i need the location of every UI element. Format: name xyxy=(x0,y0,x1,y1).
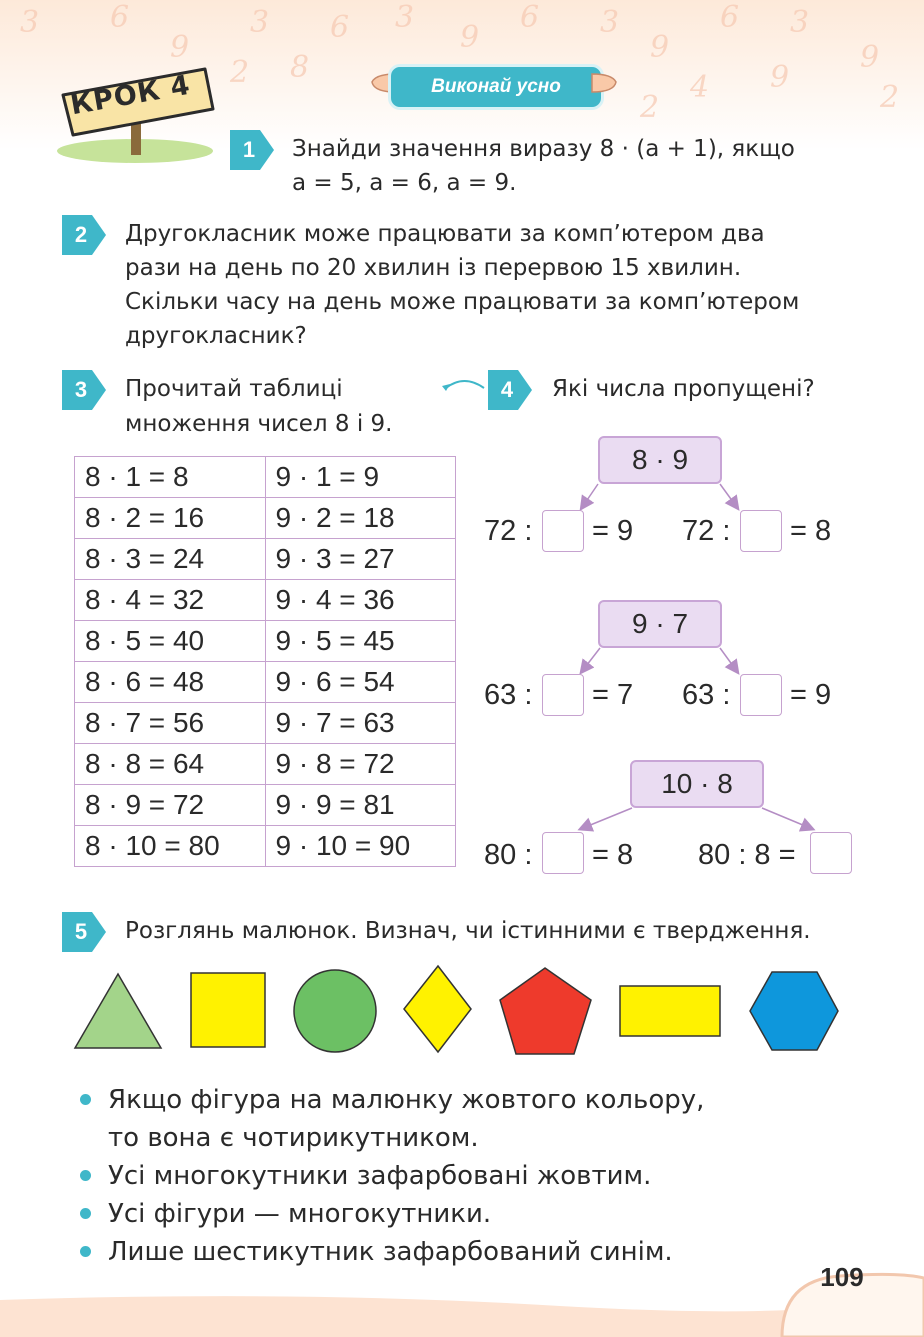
tree-left-result: = 9 xyxy=(592,515,634,547)
task-number: 4 xyxy=(500,377,514,402)
task2-line: Другокласник може працювати за комп’ютером два xyxy=(125,221,765,247)
page-number: 109 xyxy=(820,1262,864,1292)
bullet-icon xyxy=(80,1208,91,1219)
tree-right-dividend: 63 : xyxy=(682,679,731,711)
answer-box[interactable] xyxy=(542,832,584,874)
pentagon-icon xyxy=(500,968,591,1054)
table-row xyxy=(75,662,456,703)
tree-right-result: = 8 xyxy=(790,515,832,547)
statement-continuation: то вона є чотирикутником. xyxy=(108,1123,479,1153)
table-row xyxy=(75,785,456,826)
table-cell-8: 8 · 8 = 64 xyxy=(75,744,266,785)
pointing-hand-right-icon xyxy=(590,70,620,96)
oral-task-banner: Виконай усно xyxy=(388,64,604,110)
shapes-row xyxy=(70,960,845,1060)
answer-box[interactable] xyxy=(810,832,852,874)
task2-line: рази на день по 20 хвилин із перервою 15 хвилин. xyxy=(125,255,742,281)
statement: Усі фігури — многокутники. xyxy=(108,1199,492,1229)
task3-line1: Прочитай таблиці xyxy=(125,376,343,402)
multiplication-table xyxy=(74,456,456,867)
bullet-icon xyxy=(80,1170,91,1181)
task2-line: Скільки часу на день може працювати за комп’ютером xyxy=(125,289,800,315)
answer-box[interactable] xyxy=(740,674,782,716)
table-row xyxy=(75,744,456,785)
tree-left-dividend: 72 : xyxy=(484,515,533,547)
table-cell-9: 9 · 7 = 63 xyxy=(265,703,456,744)
hexagon-icon xyxy=(750,972,838,1050)
table-cell-9: 9 · 8 = 72 xyxy=(265,744,456,785)
table-cell-8: 8 · 7 = 56 xyxy=(75,703,266,744)
table-row xyxy=(75,498,456,539)
rhombus-icon xyxy=(404,966,471,1052)
table-row xyxy=(75,703,456,744)
bullet-icon xyxy=(80,1094,91,1105)
table-cell-9: 9 · 1 = 9 xyxy=(265,457,456,498)
table-cell-8: 8 · 4 = 32 xyxy=(75,580,266,621)
table-cell-9: 9 · 5 = 45 xyxy=(265,621,456,662)
table-row xyxy=(75,457,456,498)
table-cell-9: 9 · 3 = 27 xyxy=(265,539,456,580)
table-cell-9: 9 · 2 = 18 xyxy=(265,498,456,539)
task3-line2: множення чисел 8 і 9. xyxy=(125,411,393,437)
table-row xyxy=(75,826,456,867)
tree-right-dividend: 72 : xyxy=(682,515,731,547)
task-number: 3 xyxy=(74,377,88,402)
table-cell-9: 9 · 10 = 90 xyxy=(265,826,456,867)
table-row xyxy=(75,539,456,580)
statement: Усі многокутники зафарбовані жовтим. xyxy=(108,1161,652,1191)
task4-question: Які числа пропущені? xyxy=(552,376,815,402)
table-cell-9: 9 · 4 = 36 xyxy=(265,580,456,621)
step-label: КРОК 4 xyxy=(68,69,193,122)
tree-top-node: 9 · 7 xyxy=(598,600,722,648)
tree-left-result: = 8 xyxy=(592,839,634,871)
task1-line1: Знайди значення виразу 8 · (a + 1), якщо xyxy=(292,136,795,162)
task-number: 5 xyxy=(74,919,88,944)
table-cell-8: 8 · 1 = 8 xyxy=(75,457,266,498)
table-cell-8: 8 · 9 = 72 xyxy=(75,785,266,826)
table-row xyxy=(75,621,456,662)
square-icon xyxy=(191,973,265,1047)
tree-top-node: 10 · 8 xyxy=(630,760,764,808)
task-number: 1 xyxy=(242,137,256,162)
tree-left-result: = 7 xyxy=(592,679,634,711)
task1-line2: a = 5, a = 6, a = 9. xyxy=(292,170,517,196)
link-arrow-icon xyxy=(440,374,488,394)
bottom-decoration xyxy=(0,1270,924,1337)
table-cell-8: 8 · 2 = 16 xyxy=(75,498,266,539)
bullet-icon xyxy=(80,1246,91,1257)
tree-left-dividend: 80 : xyxy=(484,839,533,871)
table-cell-8: 8 · 3 = 24 xyxy=(75,539,266,580)
circle-icon xyxy=(294,970,376,1052)
answer-box[interactable] xyxy=(542,510,584,552)
answer-box[interactable] xyxy=(740,510,782,552)
task2-line: другокласник? xyxy=(125,323,307,349)
table-cell-9: 9 · 9 = 81 xyxy=(265,785,456,826)
tree-right-result: = 9 xyxy=(790,679,832,711)
table-row xyxy=(75,580,456,621)
task-number: 2 xyxy=(74,222,88,247)
table-cell-8: 8 · 10 = 80 xyxy=(75,826,266,867)
rectangle-icon xyxy=(620,986,720,1036)
triangle-icon xyxy=(75,974,161,1048)
tree-top-node: 8 · 9 xyxy=(598,436,722,484)
tree-right-expression: 80 : 8 = xyxy=(698,839,796,871)
table-cell-8: 8 · 6 = 48 xyxy=(75,662,266,703)
table-cell-8: 8 · 5 = 40 xyxy=(75,621,266,662)
table-cell-9: 9 · 6 = 54 xyxy=(265,662,456,703)
tree-left-dividend: 63 : xyxy=(484,679,533,711)
statement: Якщо фігура на малюнку жовтого кольору, xyxy=(108,1085,705,1115)
task5-instruction: Розглянь малюнок. Визнач, чи істинними є твердження. xyxy=(125,918,811,944)
answer-box[interactable] xyxy=(542,674,584,716)
statement: Лише шестикутник зафарбований синім. xyxy=(108,1237,673,1267)
